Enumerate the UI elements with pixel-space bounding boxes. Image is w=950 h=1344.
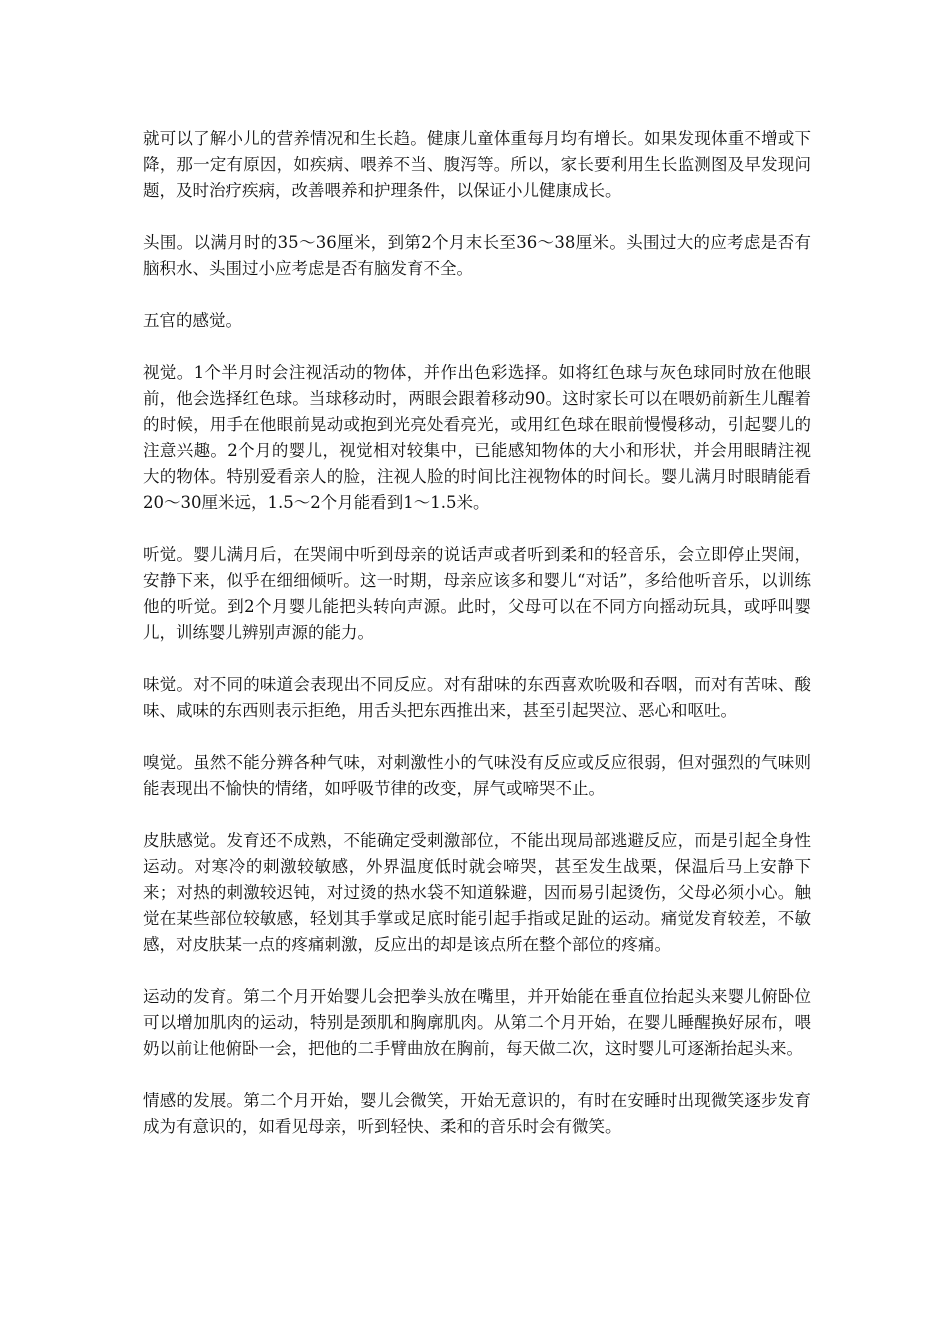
document-page bbox=[143, 126, 811, 1166]
paragraph-taste: 味觉。对不同的味道会表现出不同反应。对有甜味的东西喜欢吮吸和吞咽，而对有苦味、酸味、咸味的东西则表示拒绝，用舌头把东西推出来，甚至引起哭泣、恶心和呕吐。 bbox=[143, 675, 811, 720]
paragraph-skin-sense: 皮肤感觉。发育还不成熟，不能确定受刺激部位，不能出现局部逃避反应，而是引起全身性运动。对寒冷的刺激较敏感，外界温度低时就会啼哭，甚至发生战栗，保温后马上安静下来；对热的刺激较迟钝，对过烫的热水袋不知道躲避，因而易引起烫伤，父母必须小心。触觉在某些部位较敏感，轻划其手掌或足底时能引起手指或足趾的运动。痛觉发育较差，不敏感，对皮肤某一点的疼痛刺激，反应出的却是该点所在整个部位的疼痛。 bbox=[143, 831, 811, 954]
paragraph-emotional-development: 情感的发展。第二个月开始，婴儿会微笑，开始无意识的，有时在安睡时出现微笑逐步发育成为有意识的，如看见母亲，听到轻快、柔和的音乐时会有微笑。 bbox=[143, 1091, 811, 1136]
paragraph-smell: 嗅觉。虽然不能分辨各种气味，对刺激性小的气味没有反应或反应很弱，但对强烈的气味则能表现出不愉快的情绪，如呼吸节律的改变，屏气或啼哭不止。 bbox=[143, 753, 811, 798]
paragraph-motor-development: 运动的发育。第二个月开始婴儿会把拳头放在嘴里，并开始能在垂直位抬起头来婴儿俯卧位可以增加肌肉的运动，特别是颈肌和胸廓肌肉。从第二个月开始，在婴儿睡醒换好尿布，喂奶以前让他俯卧一会，把他的二手臂曲放在胸前，每天做二次，这时婴儿可逐渐抬起头来。 bbox=[143, 987, 811, 1058]
paragraph-senses-heading: 五官的感觉。 bbox=[143, 311, 242, 330]
paragraph-hearing: 听觉。婴儿满月后，在哭闹中听到母亲的说话声或者听到柔和的轻音乐，会立即停止哭闹，安静下来，似乎在细细倾听。这一时期，母亲应该多和婴儿“对话”，多给他听音乐，以训练他的听觉。到2个月婴儿能把头转向声源。此时，父母可以在不同方向摇动玩具，或呼叫婴儿，训练婴儿辨别声源的能力。 bbox=[143, 545, 811, 642]
paragraph-head-circumference: 头围。以满月时的35～36厘米，到第2个月末长至36～38厘米。头围过大的应考虑是否有脑积水、头围过小应考虑是否有脑发育不全。 bbox=[143, 233, 811, 278]
paragraph-vision: 视觉。1个半月时会注视活动的物体，并作出色彩选择。如将红色球与灰色球同时放在他眼前，他会选择红色球。当球移动时，两眼会跟着移动90。这时家长可以在喂奶前新生儿醒着的时候，用手在他眼前晃动或抱到光亮处看亮光，或用红色球在眼前慢慢移动，引起婴儿的注意兴趣。2个月的婴儿，视觉相对较集中，已能感知物体的大小和形状，并会用眼睛注视大的物体。特别爱看亲人的脸，注视人脸的时间比注视物体的时间长。婴儿满月时眼睛能看20～30厘米远，1.5～2个月能看到1～1.5米。 bbox=[143, 363, 811, 512]
paragraph-growth-monitoring: 就可以了解小儿的营养情况和生长趋。健康儿童体重每月均有增长。如果发现体重不增或下降，那一定有原因，如疾病、喂养不当、腹泻等。所以，家长要利用生长监测图及早发现问题，及时治疗疾病，改善喂养和护理条件，以保证小儿健康成长。 bbox=[143, 129, 811, 200]
